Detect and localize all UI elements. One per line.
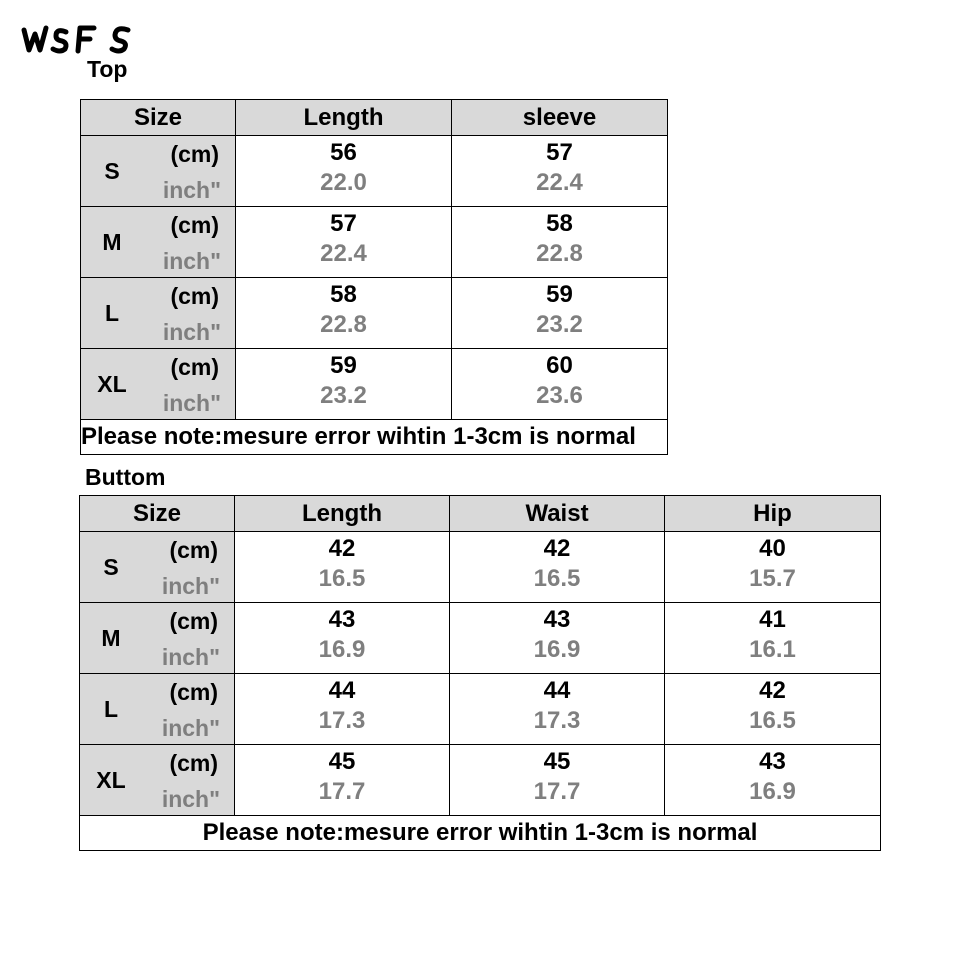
bottom-header-row <box>80 496 881 532</box>
unit-cm-label: (cm) <box>169 608 218 634</box>
size-cell <box>81 278 236 349</box>
note-row <box>81 420 668 455</box>
cm-value: 57 <box>330 210 357 237</box>
hip-cell <box>665 674 881 745</box>
cm-value: 41 <box>759 606 786 633</box>
size-label: S <box>104 158 120 184</box>
inch-value: 22.8 <box>536 240 583 267</box>
bottom-header-hip: Hip <box>665 496 881 532</box>
bottom-header-waist: Waist <box>450 496 665 532</box>
unit-inch-label: inch" <box>162 177 221 203</box>
inch-value: 15.7 <box>749 565 796 592</box>
length-cell <box>236 136 452 207</box>
unit-inch-label: inch" <box>161 573 220 599</box>
top-header-size: Size <box>81 100 236 136</box>
waist-cell <box>450 532 665 603</box>
inch-value: 16.9 <box>533 636 581 663</box>
unit-cm-label: (cm) <box>169 537 218 563</box>
length-cell <box>235 674 450 745</box>
cm-value: 59 <box>546 281 573 308</box>
inch-value: 16.9 <box>318 636 366 663</box>
length-cell <box>236 207 452 278</box>
waist-cell <box>450 603 665 674</box>
cm-value: 57 <box>546 139 573 166</box>
cm-value: 56 <box>330 139 357 166</box>
cm-value: 60 <box>546 352 573 379</box>
length-cell <box>236 278 452 349</box>
size-cell <box>81 349 236 420</box>
cm-value: 43 <box>759 748 786 775</box>
inch-value: 22.8 <box>320 311 367 338</box>
unit-cm-label: (cm) <box>170 141 219 167</box>
inch-value: 16.1 <box>749 636 796 663</box>
size-cell <box>80 674 235 745</box>
size-cell <box>80 603 235 674</box>
size-cell <box>81 136 236 207</box>
table-row <box>80 674 881 745</box>
cm-value: 42 <box>328 535 356 562</box>
unit-cm-label: (cm) <box>170 212 219 238</box>
cm-value: 45 <box>543 748 571 775</box>
table-row <box>80 603 881 674</box>
inch-value: 23.2 <box>320 382 367 409</box>
inch-value: 17.7 <box>533 778 581 805</box>
cm-value: 45 <box>328 748 356 775</box>
bottom-header-size: Size <box>80 496 235 532</box>
unit-cm-label: (cm) <box>169 679 218 705</box>
size-label: S <box>103 554 119 580</box>
table-row <box>81 136 668 207</box>
note-row <box>80 816 881 851</box>
cm-value: 58 <box>330 281 357 308</box>
wsfs-logo-mark <box>20 18 135 58</box>
size-label: L <box>103 696 119 722</box>
bottom-header-length: Length <box>235 496 450 532</box>
inch-value: 16.5 <box>533 565 581 592</box>
unit-cm-label: (cm) <box>170 354 219 380</box>
hip-cell <box>665 532 881 603</box>
inch-value: 22.4 <box>536 169 583 196</box>
length-cell <box>236 349 452 420</box>
waist-cell <box>450 745 665 816</box>
unit-cm-label: (cm) <box>170 283 219 309</box>
table-row <box>81 349 668 420</box>
size-label: XL <box>96 767 126 793</box>
cm-value: 58 <box>546 210 573 237</box>
size-cell <box>81 207 236 278</box>
inch-value: 23.6 <box>536 382 583 409</box>
table-row <box>81 278 668 349</box>
size-label: L <box>104 300 120 326</box>
top-header-sleeve: sleeve <box>452 100 668 136</box>
length-cell <box>235 745 450 816</box>
cm-value: 43 <box>328 606 356 633</box>
cm-value: 59 <box>330 352 357 379</box>
cm-value: 44 <box>543 677 571 704</box>
top-size-table <box>80 99 668 455</box>
table-row <box>81 207 668 278</box>
sleeve-cell <box>452 349 668 420</box>
unit-inch-label: inch" <box>162 319 221 345</box>
size-label: XL <box>97 371 127 397</box>
cm-value: 40 <box>759 535 786 562</box>
unit-inch-label: inch" <box>161 644 220 670</box>
hip-cell <box>665 745 881 816</box>
inch-value: 16.9 <box>749 778 796 805</box>
inch-value: 17.7 <box>318 778 366 805</box>
unit-inch-label: inch" <box>162 248 221 274</box>
waist-cell <box>450 674 665 745</box>
top-header-length: Length <box>236 100 452 136</box>
inch-value: 22.0 <box>320 169 367 196</box>
size-label: M <box>101 625 121 651</box>
unit-inch-label: inch" <box>162 390 221 416</box>
measurement-note: Please note:mesure error wihtin 1-3cm is normal <box>81 420 668 455</box>
sleeve-cell <box>452 207 668 278</box>
inch-value: 17.3 <box>318 707 366 734</box>
bottom-size-table <box>79 495 881 851</box>
top-section-title: Top <box>87 56 128 82</box>
cm-value: 42 <box>759 677 786 704</box>
sleeve-cell <box>452 136 668 207</box>
table-row <box>80 532 881 603</box>
bottom-section-title: Buttom <box>85 464 166 490</box>
top-header-row <box>81 100 668 136</box>
brand-logo <box>20 18 135 58</box>
inch-value: 16.5 <box>318 565 366 592</box>
length-cell <box>235 532 450 603</box>
size-cell <box>80 745 235 816</box>
hip-cell <box>665 603 881 674</box>
unit-cm-label: (cm) <box>169 750 218 776</box>
cm-value: 43 <box>543 606 571 633</box>
inch-value: 23.2 <box>536 311 583 338</box>
cm-value: 42 <box>543 535 571 562</box>
unit-inch-label: inch" <box>161 715 220 741</box>
inch-value: 22.4 <box>320 240 367 267</box>
inch-value: 16.5 <box>749 707 796 734</box>
length-cell <box>235 603 450 674</box>
size-cell <box>80 532 235 603</box>
inch-value: 17.3 <box>533 707 581 734</box>
cm-value: 44 <box>328 677 356 704</box>
table-row <box>80 745 881 816</box>
sleeve-cell <box>452 278 668 349</box>
measurement-note: Please note:mesure error wihtin 1-3cm is normal <box>80 816 881 851</box>
size-label: M <box>102 229 122 255</box>
unit-inch-label: inch" <box>161 786 220 812</box>
